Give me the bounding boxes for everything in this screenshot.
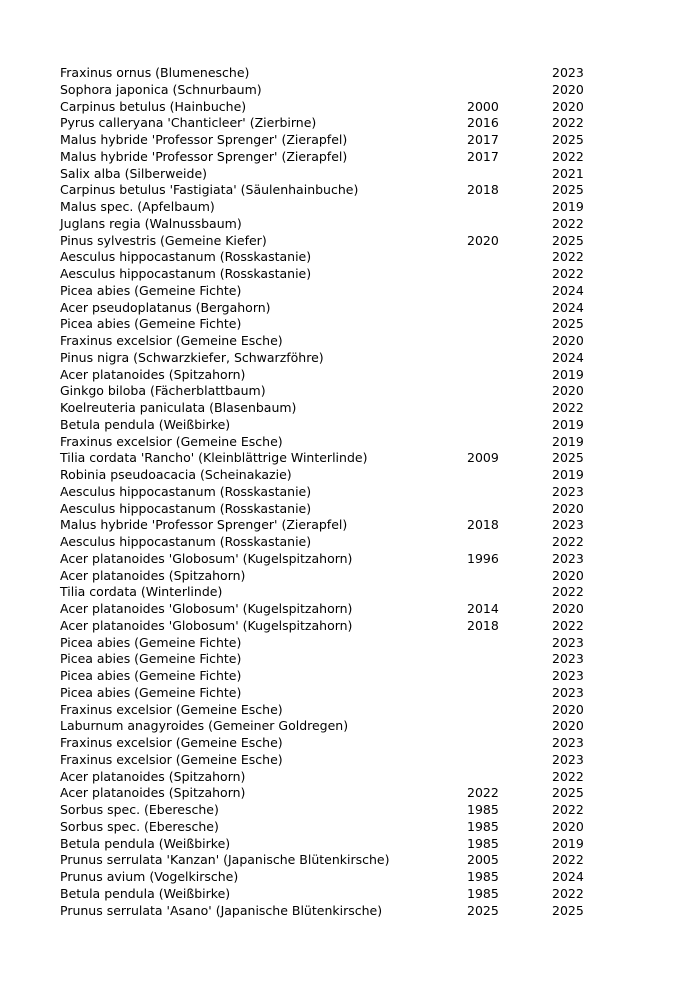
tree-name-cell: Carpinus betulus 'Fastigiata' (Säulenhainbuche) [60,182,359,198]
tree-table [60,65,590,919]
year-column-2-cell: 2019 [552,416,584,432]
table-row [60,852,590,869]
table-row [60,199,590,216]
table-row [60,367,590,384]
table-row [60,434,590,451]
table-row [60,551,590,568]
year-column-2-cell: 2022 [552,115,584,131]
tree-name-cell: Acer platanoides (Spitzahorn) [60,785,246,801]
table-row [60,166,590,183]
tree-name-cell: Aesculus hippocastanum (Rosskastanie) [60,500,312,516]
year-column-1-cell: 2022 [467,785,499,801]
year-column-2-cell: 2022 [552,852,584,868]
year-column-2-cell: 2020 [552,81,584,97]
year-column-2-cell: 2023 [552,550,584,566]
year-column-2-cell: 2020 [552,567,584,583]
table-row [60,65,590,82]
tree-name-cell: Picea abies (Gemeine Fichte) [60,684,242,700]
tree-name-cell: Prunus serrulata 'Asano' (Japanische Blütenkirsche) [60,902,383,918]
year-column-2-cell: 2023 [552,668,584,683]
year-column-2-cell: 2019 [552,467,584,482]
year-column-2-cell: 2023 [552,65,584,80]
year-column-2-cell: 2020 [552,601,584,616]
year-column-1-cell: 2025 [467,902,499,918]
year-column-1-cell: 1985 [467,869,499,884]
tree-name-cell: Sorbus spec. (Eberesche) [60,802,219,817]
year-column-1-cell: 2000 [467,98,499,114]
table-row [60,216,590,233]
table-row [60,886,590,903]
tree-name-cell: Acer platanoides 'Globosum' (Kugelspitzahorn) [60,601,353,616]
tree-name-cell: Betula pendula (Weißbirke) [60,416,231,432]
tree-name-cell: Robinia pseudoacacia (Scheinakazie) [60,467,292,482]
tree-name-cell: Pinus nigra (Schwarzkiefer, Schwarzföhre) [60,349,324,365]
tree-name-cell: Picea abies (Gemeine Fichte) [60,282,242,298]
year-column-2-cell: 2019 [552,835,584,851]
tree-name-cell: Pinus sylvestris (Gemeine Kiefer) [60,232,267,248]
tree-name-cell: Laburnum anagyroides (Gemeiner Goldregen) [60,718,349,734]
year-column-2-cell: 2022 [552,215,584,231]
tree-name-cell: Fraxinus excelsior (Gemeine Esche) [60,751,283,767]
table-row [60,417,590,434]
year-column-2-cell: 2023 [552,684,584,700]
year-column-2-cell: 2022 [552,802,584,817]
table-row [60,517,590,534]
tree-name-cell: Prunus serrulata 'Kanzan' (Japanische Blütenkirsche) [60,852,390,868]
table-row [60,82,590,99]
table-row [60,752,590,769]
table-row [60,350,590,367]
table-row [60,534,590,551]
year-column-2-cell: 2022 [552,617,584,633]
year-column-2-cell: 2024 [552,869,584,884]
year-column-2-cell: 2020 [552,701,584,717]
table-row [60,618,590,635]
table-row [60,249,590,266]
year-column-2-cell: 2022 [552,768,584,784]
table-row [60,132,590,149]
year-column-2-cell: 2025 [552,132,584,147]
year-column-2-cell: 2023 [552,735,584,750]
table-row [60,182,590,199]
year-column-2-cell: 2019 [552,433,584,449]
tree-name-cell: Acer pseudoplatanus (Bergahorn) [60,299,271,315]
year-column-2-cell: 2025 [552,316,584,332]
tree-name-cell: Aesculus hippocastanum (Rosskastanie) [60,483,312,499]
table-row [60,769,590,786]
year-column-2-cell: 2024 [552,349,584,365]
tree-name-cell: Juglans regia (Walnussbaum) [60,215,242,231]
year-column-2-cell: 2022 [552,148,584,164]
year-column-2-cell: 2025 [552,182,584,198]
year-column-2-cell: 2023 [552,517,584,533]
year-column-1-cell: 2020 [467,232,499,248]
year-column-1-cell: 1996 [467,550,499,566]
table-row [60,601,590,618]
year-column-2-cell: 2020 [552,98,584,114]
year-column-1-cell: 1985 [467,835,499,851]
year-column-1-cell: 2018 [467,617,499,633]
table-row [60,869,590,886]
tree-name-cell: Tilia cordata 'Rancho' (Kleinblättrige Winterlinde) [60,450,368,466]
tree-name-cell: Sophora japonica (Schnurbaum) [60,81,262,97]
table-row [60,233,590,250]
year-column-2-cell: 2025 [552,232,584,248]
table-row [60,99,590,116]
table-row [60,735,590,752]
year-column-2-cell: 2025 [552,902,584,918]
year-column-2-cell: 2019 [552,199,584,214]
year-column-1-cell: 1985 [467,818,499,834]
year-column-1-cell: 2017 [467,148,499,164]
year-column-2-cell: 2019 [552,366,584,382]
year-column-1-cell: 2018 [467,182,499,198]
year-column-1-cell: 2014 [467,601,499,616]
tree-name-cell: Acer platanoides 'Globosum' (Kugelspitzahorn) [60,550,353,566]
tree-name-cell: Fraxinus ornus (Blumenesche) [60,65,250,80]
tree-name-cell: Malus hybride 'Professor Sprenger' (Zierapfel) [60,517,348,533]
table-row [60,400,590,417]
tree-name-cell: Malus spec. (Apfelbaum) [60,199,215,214]
table-row [60,802,590,819]
table-row [60,702,590,719]
table-row [60,668,590,685]
table-row [60,316,590,333]
year-column-2-cell: 2022 [552,584,584,600]
tree-name-cell: Acer platanoides (Spitzahorn) [60,567,246,583]
year-column-1-cell: 2018 [467,517,499,533]
table-row [60,115,590,132]
year-column-2-cell: 2024 [552,282,584,298]
table-row [60,819,590,836]
year-column-2-cell: 2020 [552,383,584,399]
year-column-2-cell: 2020 [552,333,584,348]
tree-name-cell: Picea abies (Gemeine Fichte) [60,668,242,683]
year-column-2-cell: 2023 [552,634,584,650]
tree-name-cell: Fraxinus excelsior (Gemeine Esche) [60,433,283,449]
table-row [60,836,590,853]
table-row [60,484,590,501]
table-row [60,266,590,283]
tree-name-cell: Koelreuteria paniculata (Blasenbaum) [60,400,297,415]
table-row [60,584,590,601]
year-column-2-cell: 2023 [552,751,584,767]
year-column-1-cell: 2009 [467,450,499,466]
table-row [60,501,590,518]
table-row [60,651,590,668]
tree-name-cell: Aesculus hippocastanum (Rosskastanie) [60,534,312,549]
table-row [60,450,590,467]
table-row [60,283,590,300]
tree-name-cell: Acer platanoides (Spitzahorn) [60,366,246,382]
table-row [60,467,590,484]
tree-name-cell: Picea abies (Gemeine Fichte) [60,634,242,650]
tree-name-cell: Aesculus hippocastanum (Rosskastanie) [60,249,312,265]
table-row [60,635,590,652]
year-column-1-cell: 2016 [467,115,499,131]
year-column-2-cell: 2020 [552,718,584,734]
table-row [60,300,590,317]
year-column-2-cell: 2022 [552,534,584,549]
tree-name-cell: Fraxinus excelsior (Gemeine Esche) [60,701,283,717]
table-row [60,568,590,585]
tree-name-cell: Picea abies (Gemeine Fichte) [60,651,242,667]
tree-name-cell: Picea abies (Gemeine Fichte) [60,316,242,332]
tree-name-cell: Acer platanoides (Spitzahorn) [60,768,246,784]
tree-name-cell: Malus hybride 'Professor Sprenger' (Zierapfel) [60,148,348,164]
year-column-2-cell: 2022 [552,885,584,901]
year-column-1-cell: 2017 [467,132,499,147]
year-column-2-cell: 2025 [552,450,584,466]
year-column-2-cell: 2021 [552,165,584,181]
year-column-1-cell: 1985 [467,885,499,901]
year-column-2-cell: 2022 [552,249,584,265]
table-row [60,149,590,166]
table-row [60,903,590,920]
table-row [60,383,590,400]
tree-name-cell: Prunus avium (Vogelkirsche) [60,869,239,884]
tree-name-cell: Aesculus hippocastanum (Rosskastanie) [60,266,312,281]
tree-name-cell: Tilia cordata (Winterlinde) [60,584,223,600]
year-column-1-cell: 2005 [467,852,499,868]
year-column-1-cell: 1985 [467,802,499,817]
tree-name-cell: Pyrus calleryana 'Chanticleer' (Zierbirne) [60,115,317,131]
year-column-2-cell: 2020 [552,500,584,516]
year-column-2-cell: 2020 [552,818,584,834]
table-row [60,685,590,702]
year-column-2-cell: 2024 [552,299,584,315]
tree-name-cell: Fraxinus excelsior (Gemeine Esche) [60,333,283,348]
table-row [60,785,590,802]
year-column-2-cell: 2022 [552,266,584,281]
year-column-2-cell: 2023 [552,483,584,499]
tree-name-cell: Malus hybride 'Professor Sprenger' (Zierapfel) [60,132,348,147]
tree-name-cell: Betula pendula (Weißbirke) [60,885,231,901]
tree-name-cell: Sorbus spec. (Eberesche) [60,818,219,834]
tree-name-cell: Fraxinus excelsior (Gemeine Esche) [60,735,283,750]
table-row [60,333,590,350]
table-row [60,718,590,735]
tree-name-cell: Betula pendula (Weißbirke) [60,835,231,851]
year-column-2-cell: 2022 [552,400,584,415]
tree-name-cell: Salix alba (Silberweide) [60,165,208,181]
year-column-2-cell: 2023 [552,651,584,667]
tree-name-cell: Carpinus betulus (Hainbuche) [60,98,247,114]
year-column-2-cell: 2025 [552,785,584,801]
tree-name-cell: Ginkgo biloba (Fächerblattbaum) [60,383,266,399]
tree-name-cell: Acer platanoides 'Globosum' (Kugelspitzahorn) [60,617,353,633]
